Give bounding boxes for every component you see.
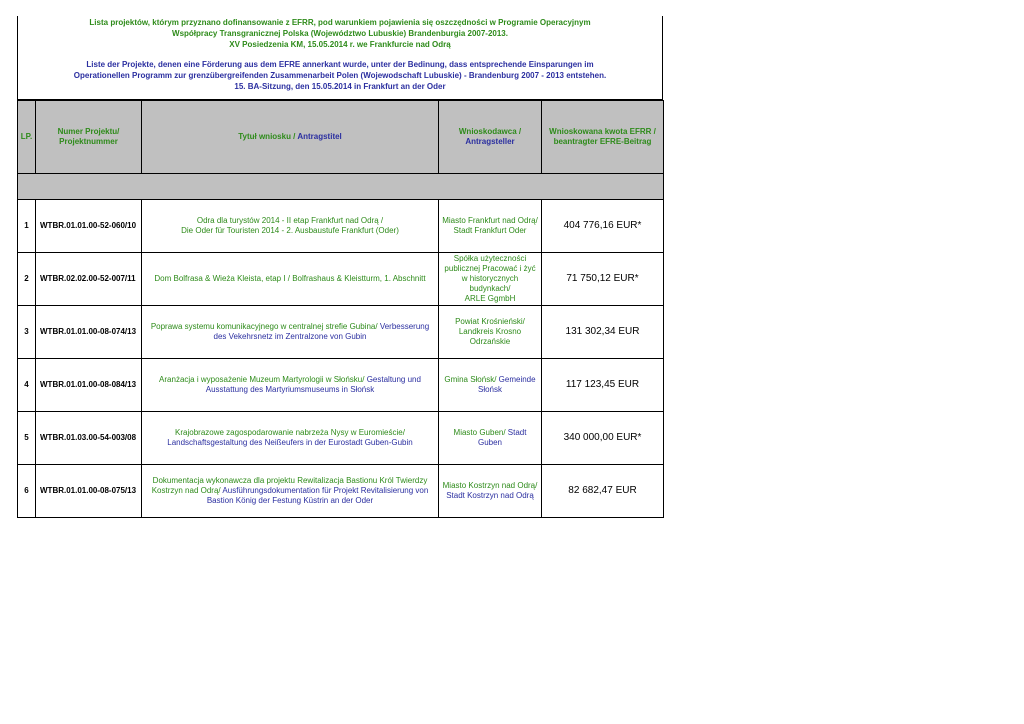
- separator-band-cell: [18, 174, 664, 200]
- cell-title-de: Gestaltung und Ausstattung des Martyriumsmuseums in Słońsk: [205, 375, 421, 394]
- cell-title-de: Bolfrashaus & Kleistturm, 1. Abschnitt: [289, 274, 426, 283]
- cell-lp: 4: [18, 359, 36, 412]
- document-header: [17, 16, 663, 100]
- cell-applicant: [439, 359, 542, 412]
- cell-applicant-de: Landkreis Krosno Odrzańskie: [458, 327, 522, 346]
- cell-applicant-de: Stadt Guben: [477, 428, 527, 447]
- header-de-line-1: Liste der Projekte, denen eine Förderung aus dem EFRE annerkant wurde, unter der Bedinung, dass entsprechende Einsparungen im: [86, 60, 594, 69]
- cell-title-de: Die Oder für Touristen 2014 - 2. Ausbaustufe Frankfurt (Oder): [181, 226, 399, 235]
- cell-title-pl: Aranżacja i wyposażenie Muzeum Martyrologii w Słońsku/: [159, 375, 365, 384]
- cell-lp: 6: [18, 465, 36, 518]
- cell-title-de: Ausführungsdokumentation für Projekt Revitalisierung von Bastion König der Festung Küstrin an der Oder: [206, 486, 429, 505]
- table-row: [18, 465, 664, 518]
- cell-title: [142, 465, 439, 518]
- cell-title-de: Landschaftsgestaltung des Neißeufers in der Eurostadt Guben-Gubin: [167, 438, 413, 447]
- header-de-line-3: 15. BA-Sitzung, den 15.05.2014 in Frankfurt an der Oder: [234, 82, 446, 91]
- cell-title: [142, 306, 439, 359]
- col-header-project-number-de: Projektnummer: [59, 137, 118, 146]
- header-de-line-2: Operationellen Programm zur grenzübergreifenden Zusammenarbeit Polen (Wojewodschaft Lubuskie) - Brandenburg 2007 - 2013 entstehen.: [73, 71, 607, 80]
- cell-project-number: WTBR.01.01.00-08-074/13: [36, 306, 142, 359]
- table-row: [18, 359, 664, 412]
- cell-applicant: [439, 306, 542, 359]
- cell-title-pl: Odra dla turystów 2014 - II etap Frankfurt nad Odrą /: [196, 216, 384, 225]
- col-header-amount: [542, 101, 664, 174]
- header-pl-line-1: Lista projektów, którym przyznano dofinansowanie z EFRR, pod warunkiem pojawienia się oszczędności w Programie Operacyjnym: [89, 18, 591, 27]
- cell-title: [142, 200, 439, 253]
- col-header-lp: LP.: [18, 101, 36, 174]
- cell-title-pl: Poprawa systemu komunikacyjnego w centralnej strefie Gubina/: [150, 322, 378, 331]
- column-header-row: [18, 101, 664, 174]
- cell-amount: 82 682,47 EUR: [542, 465, 664, 518]
- header-pl-line-2: Współpracy Transgranicznej Polska (Województwo Lubuskie) Brandenburgia 2007-2013.: [172, 29, 508, 38]
- cell-title: [142, 253, 439, 306]
- table-row: [18, 412, 664, 465]
- col-header-project-number-pl: Numer Projektu/: [57, 127, 120, 136]
- col-header-title: [142, 101, 439, 174]
- header-pl-line-3: XV Posiedzenia KM, 15.05.2014 r. we Frankfurcie nad Odrą: [229, 40, 451, 49]
- col-header-applicant-pl: Wnioskodawca /: [458, 127, 522, 136]
- cell-applicant: [439, 412, 542, 465]
- col-header-applicant: [439, 101, 542, 174]
- cell-title: [142, 359, 439, 412]
- col-header-amount-de: beantragter EFRE-Beitrag: [553, 137, 652, 146]
- separator-band: [18, 174, 664, 200]
- cell-title-pl: Dom Bolfrasa & Wieża Kleista, etap I /: [154, 274, 290, 283]
- header-polish: [18, 16, 662, 50]
- cell-title-de: Verbesserung des Vekehrsnetz im Zentralzone von Gubin: [213, 322, 430, 341]
- cell-applicant: [439, 465, 542, 518]
- projects-table: [17, 100, 664, 518]
- cell-title-pl: Dokumentacja wykonawcza dla projektu Rewitalizacja Bastionu Król Twierdzy Kostrzyn nad Odrą/: [151, 476, 428, 495]
- document-sheet: [17, 16, 663, 518]
- table-row: [18, 253, 664, 306]
- cell-amount: 131 302,34 EUR: [542, 306, 664, 359]
- cell-project-number: WTBR.01.03.00-54-003/08: [36, 412, 142, 465]
- cell-amount: 340 000,00 EUR*: [542, 412, 664, 465]
- cell-title: [142, 412, 439, 465]
- cell-title-pl: Krajobrazowe zagospodarowanie nabrzeża Nysy w Euromieście/: [175, 428, 405, 437]
- cell-amount: 71 750,12 EUR*: [542, 253, 664, 306]
- cell-project-number: WTBR.01.01.00-52-060/10: [36, 200, 142, 253]
- col-header-project-number: [36, 101, 142, 174]
- col-header-title-de: Antragstitel: [295, 132, 342, 141]
- col-header-title-pl: Tytuł wniosku /: [238, 132, 296, 141]
- table-row: [18, 200, 664, 253]
- cell-lp: 5: [18, 412, 36, 465]
- cell-applicant-pl: Miasto Frankfurt nad Odrą/: [442, 216, 538, 225]
- col-header-amount-pl: Wnioskowana kwota EFRR /: [549, 127, 656, 136]
- table-row: [18, 306, 664, 359]
- cell-applicant: [439, 253, 542, 306]
- cell-applicant-pl: Miasto Kostrzyn nad Odrą/: [442, 481, 538, 490]
- cell-applicant-pl: Gmina Słońsk/: [444, 375, 497, 384]
- cell-applicant-de: Stadt Frankfurt Oder: [453, 226, 527, 235]
- col-header-applicant-de: Antragsteller: [465, 137, 515, 146]
- cell-applicant-pl: Miasto Guben/: [453, 428, 506, 437]
- header-german: [18, 59, 662, 92]
- cell-amount: 404 776,16 EUR*: [542, 200, 664, 253]
- cell-applicant: [439, 200, 542, 253]
- cell-applicant-pl: Spółka użyteczności publicznej Pracować i żyć w historycznych budynkach/: [444, 254, 536, 293]
- cell-lp: 2: [18, 253, 36, 306]
- cell-project-number: WTBR.01.01.00-08-075/13: [36, 465, 142, 518]
- cell-project-number: WTBR.01.01.00-08-084/13: [36, 359, 142, 412]
- cell-lp: 1: [18, 200, 36, 253]
- cell-applicant-de: ARLE GgmbH: [464, 294, 516, 303]
- cell-amount: 117 123,45 EUR: [542, 359, 664, 412]
- cell-applicant-pl: Powiat Krośnieński/: [455, 317, 525, 326]
- cell-applicant-de: Gemeinde Słońsk: [477, 375, 536, 394]
- cell-lp: 3: [18, 306, 36, 359]
- cell-project-number: WTBR.02.02.00-52-007/11: [36, 253, 142, 306]
- cell-applicant-de: Stadt Kostrzyn nad Odrą: [446, 491, 534, 500]
